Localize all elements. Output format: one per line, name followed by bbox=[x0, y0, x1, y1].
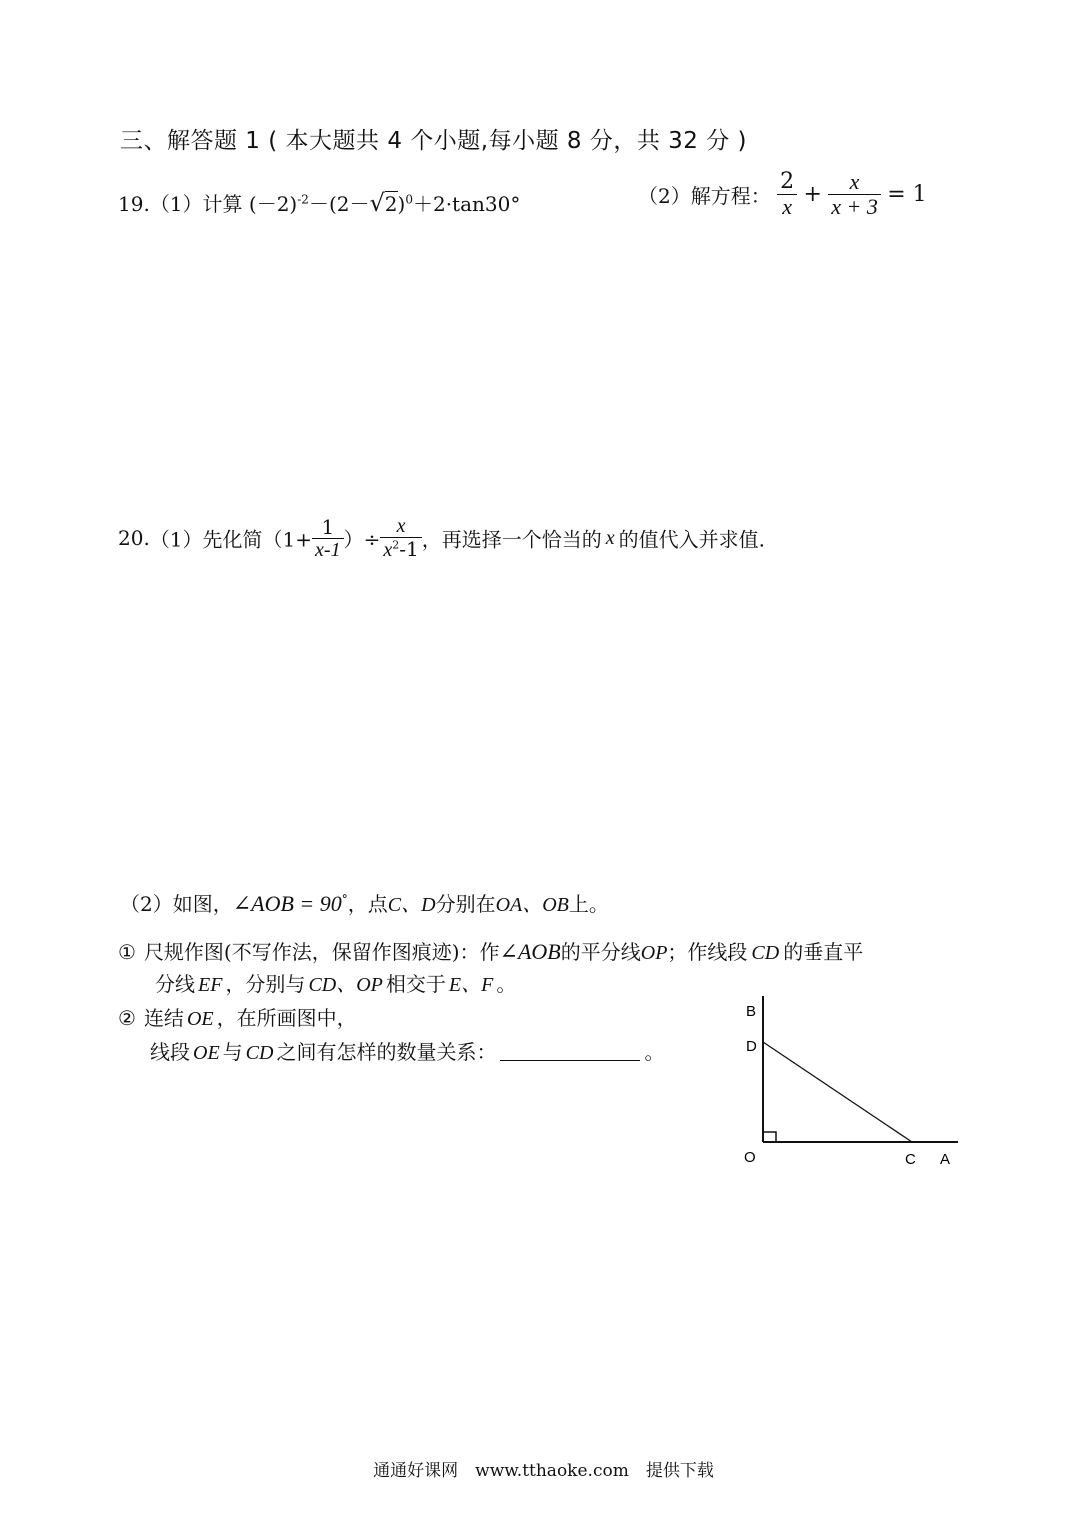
q19-f1-num: 2 bbox=[780, 169, 795, 194]
q20-intro-c: 分别在 bbox=[435, 892, 496, 916]
q19-plus: + bbox=[803, 182, 822, 208]
label-o: O bbox=[744, 1149, 756, 1166]
step2-oe: OE bbox=[186, 1008, 214, 1030]
q19-part1 bbox=[118, 188, 520, 217]
q19-fraction-2 bbox=[828, 170, 881, 219]
step1-e: 分线 bbox=[155, 972, 195, 996]
step1-h: 。 bbox=[496, 972, 517, 996]
q19-f2-den: x + 3 bbox=[828, 194, 881, 219]
q19-expr-d: ＋2·tan30° bbox=[412, 192, 521, 216]
q19-exp-c: 0 bbox=[405, 192, 413, 207]
step1-op: OP bbox=[640, 942, 668, 964]
q20-tail-b: 的值代入并求值. bbox=[618, 527, 765, 552]
step1-f: ，分别与 bbox=[225, 972, 306, 996]
step1-marker: ① bbox=[118, 940, 136, 964]
q19-expr-a: (－2) bbox=[248, 192, 298, 216]
step1-c: ；作线段 bbox=[667, 940, 748, 964]
q20-tail-a: ，再选择一个恰当的 bbox=[421, 527, 602, 552]
q20-step2-line2 bbox=[150, 1036, 664, 1065]
answer-blank[interactable] bbox=[500, 1060, 640, 1061]
q20-intro-d: 上。 bbox=[568, 892, 609, 916]
q20-fraction-1 bbox=[312, 516, 344, 561]
q19-number: 19. bbox=[118, 192, 150, 216]
q20-part1 bbox=[118, 515, 765, 561]
step2-b: ，在所画图中， bbox=[216, 1006, 357, 1030]
step1-ef2: E、F bbox=[448, 974, 494, 996]
q20-f2-den-exp: 2 bbox=[392, 538, 400, 552]
q19-rhs: = 1 bbox=[887, 182, 927, 208]
q20-step2-line1 bbox=[118, 1002, 357, 1031]
q20-intro-b: ，点 bbox=[347, 892, 388, 916]
q20-f2-num: x bbox=[396, 515, 406, 537]
q19-f2-num: x bbox=[849, 169, 860, 194]
step2-d: 与 bbox=[222, 1040, 243, 1064]
q19-part1-label: （1）计算 bbox=[149, 192, 243, 216]
q20-intro-a: （2）如图， bbox=[120, 892, 233, 916]
q20-part2-intro bbox=[120, 888, 609, 917]
q19-part2 bbox=[638, 170, 927, 219]
q20-step1-line1 bbox=[118, 936, 863, 965]
q20-part1-label: （1）先化简（1+ bbox=[149, 527, 313, 552]
step1-ef: EF bbox=[198, 974, 223, 996]
step1-d: 的垂直平 bbox=[783, 940, 864, 964]
q20-f1-den: x-1 bbox=[312, 538, 344, 561]
step2-end: 。 bbox=[644, 1040, 665, 1064]
sqrt-icon: √ bbox=[369, 189, 385, 217]
q19-exp-a: -2 bbox=[297, 192, 309, 207]
step1-cdop: CD、OP bbox=[308, 974, 383, 996]
q20-f2-den-base: x bbox=[383, 539, 393, 561]
q19-expr-c: ) bbox=[397, 192, 406, 216]
step1-cd: CD bbox=[751, 942, 780, 964]
footer-text: 通通好课网 www.tthaoke.com 提供下载 bbox=[373, 1461, 714, 1481]
section-title: 三、解答题 1 ( 本大题共 4 个小题,每小题 8 分，共 32 分 ) bbox=[120, 128, 748, 154]
step2-marker: ② bbox=[118, 1006, 136, 1030]
q20-var: x bbox=[605, 526, 615, 549]
label-c: C bbox=[905, 1151, 916, 1168]
q20-deg: ° bbox=[341, 892, 348, 907]
right-angle-mark bbox=[763, 1132, 776, 1142]
label-a: A bbox=[940, 1151, 951, 1168]
step2-cd: CD bbox=[245, 1042, 274, 1064]
q20-f1-num: 1 bbox=[321, 514, 335, 539]
geometry-figure bbox=[730, 990, 980, 1180]
q20-angle: ∠AOB = 90 bbox=[232, 891, 342, 916]
q19-sqrt-arg: 2 bbox=[384, 192, 398, 216]
q20-number: 20. bbox=[118, 526, 150, 550]
q19-f1-den: x bbox=[777, 194, 797, 219]
segment-cd bbox=[763, 1042, 912, 1142]
q19-fraction-1 bbox=[777, 170, 797, 219]
q20-step1-line2 bbox=[155, 968, 516, 997]
q20-pts: C、D bbox=[387, 894, 436, 916]
step1-a: 尺规作图(不写作法，保留作图痕迹)：作 bbox=[143, 940, 500, 964]
step2-oe2: OE bbox=[193, 1042, 220, 1064]
step2-a: 连结 bbox=[143, 1006, 184, 1030]
step2-e: 之间有怎样的数量关系： bbox=[276, 1040, 497, 1064]
label-b: B bbox=[746, 1003, 757, 1020]
step1-g: 相交于 bbox=[385, 972, 446, 996]
q20-segs: OA、OB bbox=[495, 894, 569, 916]
q19-part2-label: （2）解方程： bbox=[638, 184, 771, 209]
step1-angle: ∠AOB bbox=[499, 939, 561, 964]
label-d: D bbox=[746, 1038, 757, 1055]
q20-mid: ）÷ bbox=[343, 527, 381, 552]
q20-f2-den bbox=[380, 537, 421, 561]
step1-b: 的平分线 bbox=[560, 940, 641, 964]
q20-f2-den-tail: -1 bbox=[399, 537, 419, 561]
q20-fraction-2 bbox=[380, 515, 421, 561]
q19-expr-b: －(2－ bbox=[308, 192, 370, 216]
step2-c: 线段 bbox=[150, 1040, 190, 1064]
